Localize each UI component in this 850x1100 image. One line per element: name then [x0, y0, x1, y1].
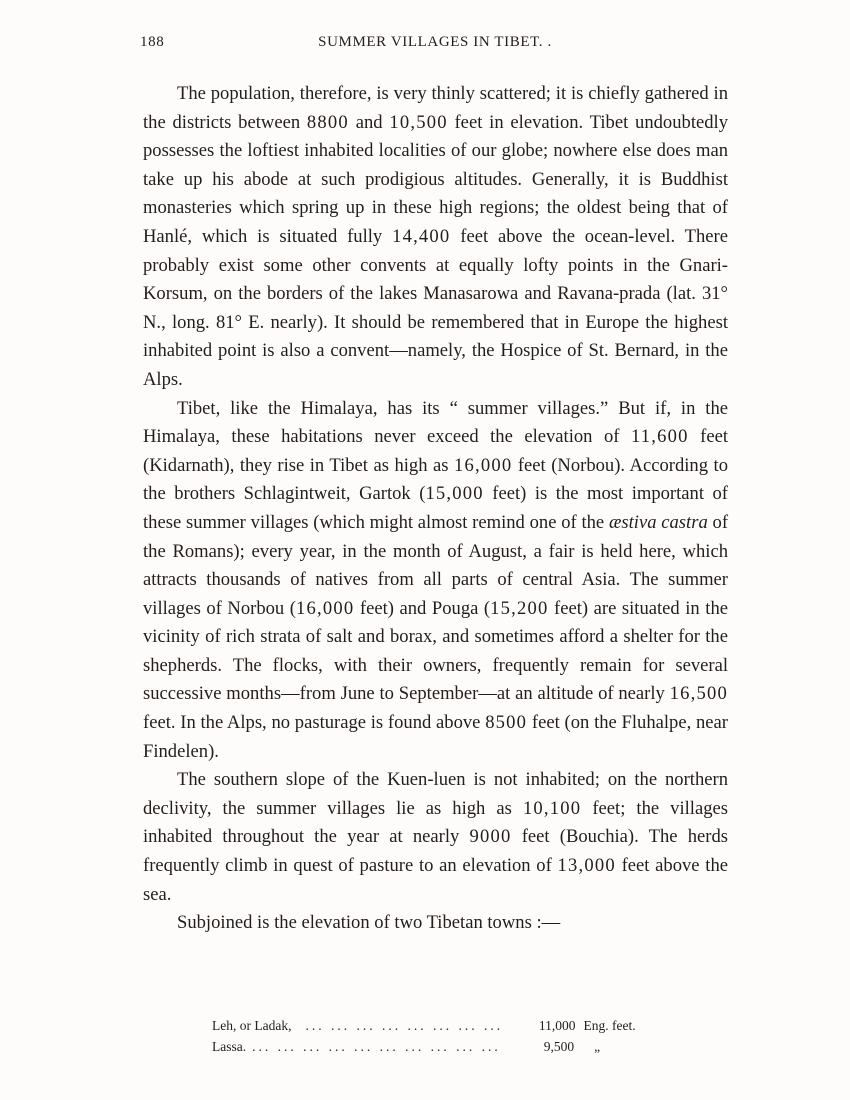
place-name: Lassa.	[212, 1039, 247, 1054]
table-row	[212, 1015, 672, 1036]
paragraph-subjoined: Subjoined is the elevation of two Tibetan towns :—	[177, 912, 561, 934]
table-row	[212, 1036, 672, 1057]
elevation-unit: „	[594, 1039, 601, 1054]
leader-dots: ... ... ... ... ... ... ... ...	[305, 1018, 504, 1033]
running-header	[140, 34, 730, 58]
elevation-unit: Eng. feet.	[583, 1018, 636, 1033]
paragraph-kuen-luen: The southern slope of the Kuen-luen is not inhabited; on the northern declivity, the summer villages lie as high as 10,100 feet; the villages inhabited throughout the year at nearly 9000 feet (Bouchia). The herds frequently climb in quest of pasture to an elevation of 13,000 feet above the sea.	[143, 769, 728, 905]
page-number: 188	[140, 34, 165, 50]
place-name: Leh, or Ladak,	[212, 1018, 292, 1033]
leader-dots: ... ... ... ... ... ... ... ... ... ...	[252, 1039, 501, 1054]
paragraph-population: The population, therefore, is very thinly scattered; it is chiefly gathered in the districts between 8800 and 10,500 feet in elevation. Tibet undoubtedly possesses the loftiest inhabited localities of our globe; nowhere else does man take up his abode at such prodigious altitudes. Generally, it is Buddhist monasteries which spring up in these high regions; the oldest being that of Hanlé, which is situated fully 14,400 feet above the ocean-level. There probably exist some other convents at equally lofty points in the Gnari-Korsum, on the borders of the lakes Manasarowa and Ravana-prada (lat. 31° N., long. 81° E. nearly). It should be remembered that in Europe the highest inhabited point is also a convent—namely, the Hospice of St. Bernard, in the Alps.	[143, 83, 728, 390]
paragraph-summer-villages: Tibet, like the Himalaya, has its “ summer villages.” But if, in the Himalaya, these habitations never exceed the elevation of 11,600 feet (Kidarnath), they rise in Tibet as high as 16,000 feet (Norbou). According to the brothers Schlagintweit, Gartok (15,000 feet) is the most important of these summer villages (which might almost remind one of the æstiva castra of the Romans); every year, in the month of August, a fair is held here, which attracts thousands of natives from all parts of central Asia. The summer villages of Norbou (16,000 feet) and Pouga (15,200 feet) are situated in the vicinity of rich strata of salt and borax, and sometimes afford a shelter for the shepherds. The flocks, with their owners, frequently remain for several successive months—from June to September—at an altitude of nearly 16,500 feet. In the Alps, no pasturage is found above 8500 feet (on the Fluhalpe, near Findelen).	[143, 397, 729, 762]
body-text	[143, 80, 728, 938]
elevation-table	[212, 1015, 672, 1057]
elevation-value: 11,000	[538, 1018, 576, 1033]
elevation-value: 9,500	[543, 1039, 575, 1054]
running-title: SUMMER VILLAGES IN TIBET. .	[318, 34, 552, 50]
